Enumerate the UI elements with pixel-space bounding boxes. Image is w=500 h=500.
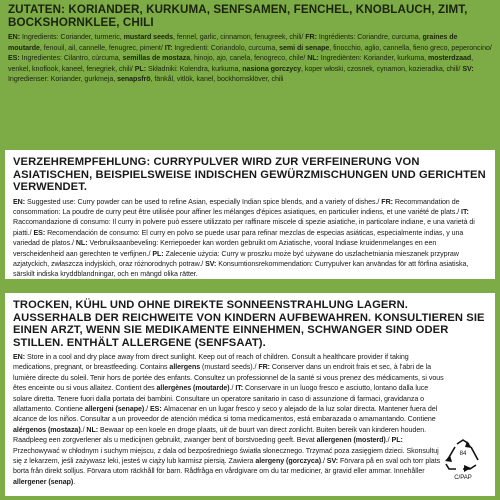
emphasis-text: EN: [13,197,27,206]
usage-heading: VERZEHREMPFEHLUNG: CURRYPULVER WIRD ZUR VERFEINERUNG VON ASIATISCHEN, BEISPIELSWEISE INDISCHEN GEWÜRZMISCHUNGEN UND GERICHTEN VERWENDET. [13,156,486,193]
body-text: Przechowywać w chłodnym i suchym miejscu, z dala od bezpośredniego światła słonecznego. Trzymać poza zasięgiem dzieci. Skonsultuj się z lekarzem, jeśli zażywasz leki, jesteś w ciąży lub karmisz piersią. Zawiera [13,446,439,466]
body-text: Verbruiksaanbeveling: Kerriepoeder kan worden gebruikt om Aziatische, vooral Indiase kruidenmelanges en een verscheidenheid aan gerechten te verfijnen./ [13,239,437,258]
recycling-code: C/PAP [454,475,472,481]
emphasis-text: allergens [169,363,201,372]
body-text: ./ [144,405,150,414]
body-text: (mustard seeds)./ [200,363,259,372]
emphasis-text: alergeny (gorczyca) [255,457,322,466]
ingredients-section [0,0,500,125]
body-text: , fänkål, vitlök, kanel, bockhornsklöver, chili [150,75,284,84]
body-text: Konsumtionsrekommendation: Currypulver kan användas för att förfina asiatiska, särskilt indiska kryddblandningar, och en mängd olika rätter. [13,259,469,279]
emphasis-text: graines de moutarde [8,33,458,52]
recycling-number: 84 [459,451,467,457]
body-text: Składniki: Kolendra, kurkuma, [147,64,243,73]
emphasis-text: EN: [8,33,22,41]
emphasis-text: NL: [75,239,90,248]
emphasis-text: ES: [8,54,22,63]
body-text: , finocchio, aglio, cannella, fieno greco, peperoncino/ [329,43,492,52]
emphasis-text: semi di senape [279,43,330,52]
body-text: Zalecenie użycia: Curry w proszku może być używane do uszlachetniania mieszanek przypraw azjatyckich, zwłaszcza indyjskich, oraz różnorodnych potraw./ [13,249,459,268]
body-text: , hinojo, ajo, canela, fenogreco, chile/ [190,54,308,63]
emphasis-text: allergeni (senape) [84,405,145,414]
body-text: Ingredienti: Coriandolo, curcuma, [174,43,280,52]
storage-heading: TROCKEN, KÜHL UND OHNE DIREKTE SONNEENSTRAHLUNG LAGERN. AUSSERHALB DER REICHWEITE VON KINDERN AUFBEWAHREN. KONSULTIEREN SIE EINEN ARZT, WENN SIE MEDIKAMENTE EINNEHMEN, SCHWANGER SIND ODER STILLEN. ENTHÄLT ALLERGENE (SENFSAAT). [13,299,485,349]
emphasis-text: IT: [235,384,245,393]
body-text: , koper włoski, czosnek, cynamon, kozieradka, chili/ [301,64,463,73]
recycling-triangle-icon [441,438,485,488]
emphasis-text: SV: [326,457,341,466]
emphasis-text: allergènes (moutarde) [156,384,230,393]
emphasis-text: nasiona gorczycy [242,64,301,73]
body-text: Ingredientes: Cilantro, cúrcuma, [21,54,123,63]
body-text: Suggested use: Curry powder can be used to refine Asian, especially Indian spice blends, and a variety of dishes./ [27,197,382,206]
emphasis-text: SV: [205,259,219,268]
emphasis-text: IT: [164,43,175,52]
body-text: Ingredients: Coriander, turmeric, [22,33,124,41]
emphasis-text: NL: [86,425,101,434]
emphasis-text: allergenen (mosterd) [316,436,386,445]
emphasis-text: mosterdzaad [427,54,472,63]
emphasis-text: EN: [13,353,27,361]
body-text: Recomendación de consumo: El curry en polvo se puede usar para refinar mezclas de especias asiáticas, especialmente indias, y una variedad de platos./ [13,228,464,248]
emphasis-text: allergener (senap) [13,477,74,486]
body-text: ./ [80,425,87,434]
ingredients-text [8,32,492,85]
body-text: Store in a cool and dry place away from direct sunlight. Keep out of reach of children. Consult a healthcare provider if taking medications, pregnant, or breastfeeding. Contains [13,353,409,372]
emphasis-text: FR: [381,197,395,206]
emphasis-text: ES: [33,228,48,237]
body-text: ./ [385,436,392,445]
body-text: Recommandation de consommation: La poudre de curry peut être utilisée pour affiner les mélanges d'épices asiatiques, en particulier indiens, et une variété de plats./ [13,197,462,216]
storage-card [5,293,495,496]
emphasis-text: FR: [305,33,319,41]
body-text: , fenouil, ail, cannelle, fenugrec, piment/ [39,43,165,52]
usage-text [13,197,487,280]
emphasis-text: SV: [462,64,474,73]
emphasis-text: mustard seeds [123,33,174,41]
body-text: Bewaar op een koele en droge plaats, uit de buurt van direct zonlicht. Buiten bereik van kinderen houden. Raadpleeg een zorgverlener als u medicijnen gebruikt, zwanger bent of borstvoeding geeft. Bevat [13,425,427,445]
body-text: Conserver dans un endroit frais et sec, à l'abri de la lumière directe du soleil. Tenir hors de portée des enfants. Consultez un professionnel de la santé si vous prenez des médicaments, si vous êtes enceinte ou si vous allaitez. Contient des [13,363,444,393]
body-text: Förvara på en sval och torr plats borta från direkt solljus. Förvara utom räckhåll för barn. Rådfråga en vårdgivare om du tar mediciner, är gravid eller ammar. Innehåller [13,457,441,476]
usage-card [5,150,495,279]
body-text: Ingredienser: Koriander, gurkmeja, [8,75,118,84]
emphasis-text: ES: [150,405,164,414]
emphasis-text: FR: [258,363,272,372]
ingredients-heading: ZUTATEN: KORIANDER, KURKUMA, SENFSAMEN, FENCHEL, KNOBLAUCH, ZIMT, BOCKSHORNKLEE, CHILI [8,3,468,29]
body-text: . [73,477,76,486]
body-text: ./ [229,384,236,393]
emphasis-text: IT: [461,207,469,216]
emphasis-text: PL: [391,436,403,445]
emphasis-text: PL: [152,249,166,258]
emphasis-text: alérgenos (mostaza) [13,425,81,434]
body-text: Ingrédients: Coriandre, curcuma, [318,33,423,41]
emphasis-text: PL: [134,64,148,73]
body-text: Ingrediënten: Koriander, kurkuma, [320,54,428,63]
emphasis-text: semillas de mostaza [122,54,191,63]
body-text: , venkel, knoflook, kaneel, fenegriek, chili/ [8,54,474,73]
body-text: ./ [321,457,327,466]
body-text: , fennel, garlic, cinnamon, fenugreek, chili/ [173,33,306,41]
body-text: Raccomandazione di consumo: Il curry in polvere può essere utilizzato per raffinare miscele di spezie asiatiche, in particolare indiane, e una varietà di piatti./ [13,218,475,237]
body-text: Conservare in un luogo fresco e asciutto, lontano dalla luce solare diretta. Tenere fuori dalla portata dei bambini. Consultare un operatore sanitario in caso di assunzione di farmaci, gravidanza o allattamento. Contiene [13,384,429,414]
emphasis-text: senapsfrö [117,75,151,84]
emphasis-text: NL: [307,54,321,63]
storage-text [13,352,487,487]
body-text: Almacenar en un lugar fresco y seco y alejado de la luz solar directa. Mantener fuera del alcance de los niños. Consultar a un proveedor de atención médica si toma medicamentos, está embarazada o amamantando. Contiene [13,405,438,424]
